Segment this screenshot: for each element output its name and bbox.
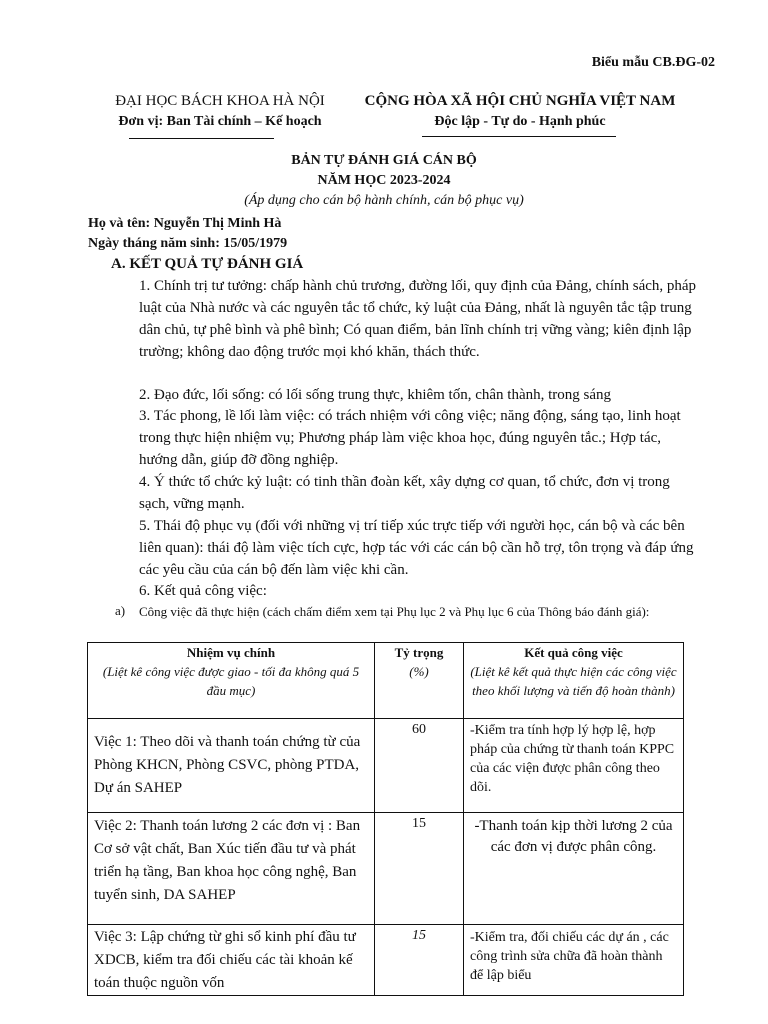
result-cell: -Thanh toán kịp thời lương 2 của các đơn vị được phân công. [464,813,684,925]
university-name: ĐẠI HỌC BÁCH KHOA HÀ NỘI [115,93,325,109]
motto-underline [422,136,616,137]
header-main-tasks-note: (Liệt kê công việc được giao - tối đa không quá 5 đầu mục) [102,664,360,698]
table-row [88,813,684,925]
header-results [464,643,684,719]
unit-underline [129,138,274,139]
header-main-tasks-title: Nhiệm vụ chính [186,645,276,660]
criterion-political: 1. Chính trị tư tưởng: chấp hành chủ trương, đường lối, quy định của Đảng, chính sách, pháp luật của Nhà nước và các nguyên tắc tổ chức, kỷ luật của Đảng, nhất là nguyên tắc tập trung dân chủ, tự phê bình và phê bình; Có quan điểm, bản lĩnh chính trị vững vàng; kiên định lập trường; không dao động trước mọi khó khăn, thách thức. [139,278,697,360]
criterion-service-attitude: 5. Thái độ phục vụ (đối với những vị trí tiếp xúc trực tiếp với người học, cán bộ và các bên liên quan): thái độ làm việc tích cực, hợp tác với các cán bộ cần hỗ trợ, tôn trọng và đáp ứng các yêu cầu của cán bộ đến làm việc khi cần. [139,518,694,578]
document-applies-note: (Áp dụng cho cán bộ hành chính, cán bộ phục vụ) [244,193,524,208]
unit-name: Đơn vị: Ban Tài chính – Kế hoạch [118,114,322,129]
subitem-marker: a) [115,603,126,618]
header-weight-title: Tỷ trọng [394,645,444,660]
subitem-text: Công việc đã thực hiện (cách chấm điểm xem tại Phụ lục 2 và Phụ lục 6 của Thông báo đánh giá): [139,604,650,619]
weight-cell: 15 [375,813,464,925]
header-results-note: (Liệt kê kết quả thực hiện các công việc theo khối lượng và tiến độ hoàn thành) [470,664,677,698]
header-weight [375,643,464,719]
weight-cell: 15 [375,925,464,996]
document-title: BẢN TỰ ĐÁNH GIÁ CÁN BỘ [291,153,477,168]
header-main-tasks [88,643,375,719]
nation-name: CỘNG HÒA XÃ HỘI CHỦ NGHĨA VIỆT NAM [364,93,676,109]
task-cell: Việc 2: Thanh toán lương 2 các đơn vị : Ban Cơ sở vật chất, Ban Xúc tiến đầu tư và phát triển hạ tầng, Ban khoa học công nghệ, Ban tuyển sinh, DA SAHEP [88,813,375,925]
weight-cell: 60 [375,719,464,813]
document-year: NĂM HỌC 2023-2024 [317,173,451,188]
employee-dob: Ngày tháng năm sinh: 15/05/1979 [88,236,288,251]
criterion-work-style: 3. Tác phong, lề lối làm việc: có trách nhiệm với công việc; năng động, sáng tạo, linh hoạt trong thực hiện nhiệm vụ; Phương pháp làm việc khoa học, đúng nguyên tắc.; Hợp tác, hướng dẫn, giúp đỡ đồng nghiệp. [139,408,681,468]
header-weight-note: (%) [409,664,429,679]
table-row [88,925,684,996]
criterion-ethics: 2. Đạo đức, lối sống: có lối sống trung thực, khiêm tốn, chân thành, trong sáng [139,387,612,403]
table-row [88,719,684,813]
national-motto: Độc lập - Tự do - Hạnh phúc [434,114,606,129]
task-cell: Việc 3: Lập chứng từ ghi sổ kinh phí đầu tư XDCB, kiểm tra đối chiếu các tài khoản kế toán thuộc nguồn vốn [88,925,375,996]
table-header-row [88,643,684,719]
criterion-discipline: 4. Ý thức tổ chức kỷ luật: có tinh thần đoàn kết, xây dựng cơ quan, tổ chức, đơn vị trong sạch, vững mạnh. [139,474,670,512]
section-a-heading: A. KẾT QUẢ TỰ ĐÁNH GIÁ [111,256,304,272]
result-cell: -Kiểm tra tính hợp lý hợp lệ, hợp pháp của chứng từ thanh toán KPPC của các viện được phân công theo dõi. [464,719,684,813]
criterion-work-results: 6. Kết quả công việc: [139,583,267,599]
work-results-table [87,642,684,996]
form-code: Biểu mẫu CB.ĐG-02 [591,55,715,70]
task-cell: Việc 1: Theo dõi và thanh toán chứng từ của Phòng KHCN, Phòng CSVC, phòng PTDA, Dự án SAHEP [88,719,375,813]
header-results-title: Kết quả công việc [524,645,623,660]
result-cell: -Kiểm tra, đối chiếu các dự án , các công trình sửa chữa đã hoàn thành để lập biểu [464,925,684,996]
employee-name: Họ và tên: Nguyễn Thị Minh Hà [88,216,282,231]
